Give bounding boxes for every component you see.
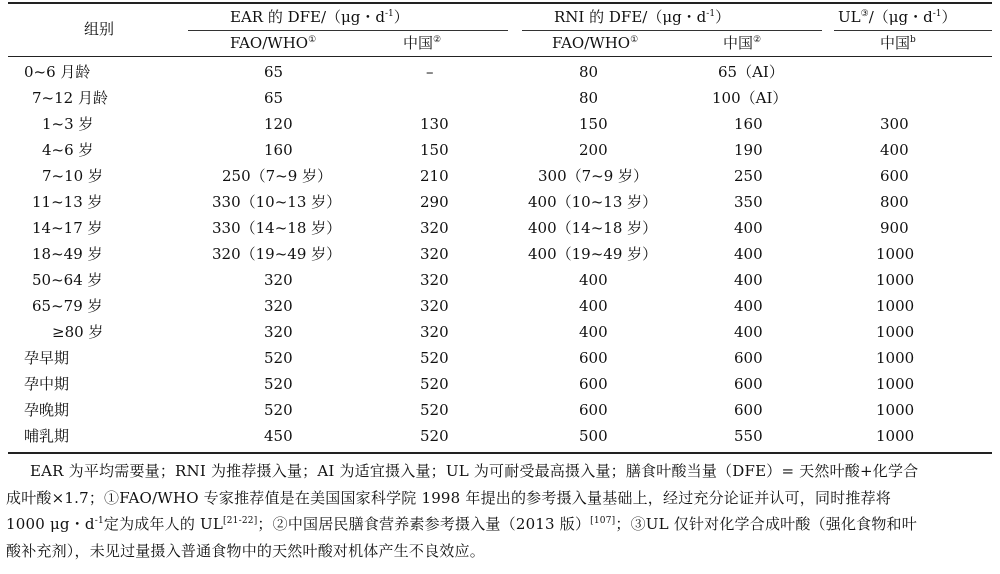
header-ear-prefix: EAR 的 DFE/（μg・d bbox=[230, 8, 386, 26]
header-ear-fao bbox=[230, 33, 316, 53]
footnote-line-2 bbox=[6, 485, 994, 512]
cell-ear-fao: 520 bbox=[264, 375, 293, 393]
cell-rni-china: 400 bbox=[734, 271, 763, 289]
cell-ul: 1000 bbox=[876, 323, 915, 341]
header-china-sup: ② bbox=[433, 35, 442, 45]
cell-ul: 1000 bbox=[876, 297, 915, 315]
cell-rni-fao: 400（14~18 岁） bbox=[528, 219, 658, 237]
cell-ul: 1000 bbox=[876, 349, 915, 367]
cell-ul: 1000 bbox=[876, 401, 915, 419]
header-rni-suffix: ） bbox=[715, 8, 731, 26]
cell-rni-fao: 600 bbox=[579, 401, 608, 419]
row-group: 1~3 岁 bbox=[42, 115, 94, 133]
cell-rni-china: 100（AI） bbox=[712, 89, 788, 107]
footnote-citation: [107] bbox=[590, 516, 616, 526]
row-group: 11~13 岁 bbox=[32, 193, 103, 211]
cell-rni-fao: 600 bbox=[579, 349, 608, 367]
cell-ear-china: 320 bbox=[420, 219, 449, 237]
cell-ear-fao: 520 bbox=[264, 349, 293, 367]
cell-rni-fao: 400 bbox=[579, 271, 608, 289]
ear-header-underline bbox=[188, 30, 508, 31]
cell-ul: 600 bbox=[880, 167, 909, 185]
cell-rni-china: 400 bbox=[734, 245, 763, 263]
header-ul-china bbox=[880, 33, 916, 53]
cell-ear-china: 320 bbox=[420, 271, 449, 289]
cell-rni-china: 400 bbox=[734, 219, 763, 237]
cell-ear-fao: 320 bbox=[264, 323, 293, 341]
footnote-line-1 bbox=[6, 458, 994, 485]
cell-ear-china: 130 bbox=[420, 115, 449, 133]
cell-rni-china: 350 bbox=[734, 193, 763, 211]
cell-ear-fao: 320（19~49 岁） bbox=[212, 245, 342, 263]
cell-ear-china: – bbox=[426, 63, 434, 81]
cell-ul: 300 bbox=[880, 115, 909, 133]
footnote-text: 定为成年人的 UL bbox=[103, 515, 224, 533]
row-group: 哺乳期 bbox=[24, 427, 70, 445]
header-bottom-rule bbox=[8, 56, 992, 57]
cell-rni-fao: 400 bbox=[579, 323, 608, 341]
header-ul-mid: /（μg・d bbox=[868, 8, 933, 26]
cell-rni-fao: 150 bbox=[579, 115, 608, 133]
cell-ear-china: 210 bbox=[420, 167, 449, 185]
footnote-line-4 bbox=[6, 538, 994, 565]
cell-ear-china: 320 bbox=[420, 297, 449, 315]
header-ul-sup2: -1 bbox=[932, 9, 942, 19]
cell-ear-fao: 320 bbox=[264, 271, 293, 289]
cell-ear-fao: 320 bbox=[264, 297, 293, 315]
cell-ear-fao: 65 bbox=[264, 63, 284, 81]
cell-ear-china: 520 bbox=[420, 375, 449, 393]
header-china-sup: ② bbox=[753, 35, 762, 45]
footnote-sup: -1 bbox=[94, 516, 104, 526]
header-ul-china-label: 中国 bbox=[880, 34, 911, 52]
cell-ul: 1000 bbox=[876, 427, 915, 445]
table-bottom-rule bbox=[8, 452, 992, 454]
header-fao-label: FAO/WHO bbox=[230, 34, 309, 52]
footnote-text: ；③UL 仅针对化学合成叶酸（强化食物和叶 bbox=[615, 515, 917, 533]
header-ear-sup: -1 bbox=[385, 9, 394, 19]
cell-ear-fao: 520 bbox=[264, 401, 293, 419]
cell-ear-china: 320 bbox=[420, 245, 449, 263]
cell-rni-china: 600 bbox=[734, 349, 763, 367]
cell-ear-china: 150 bbox=[420, 141, 449, 159]
row-group: 4~6 岁 bbox=[42, 141, 94, 159]
header-group: 组别 bbox=[84, 20, 115, 38]
row-group: 孕早期 bbox=[24, 349, 70, 367]
cell-rni-china: 400 bbox=[734, 297, 763, 315]
footnote-text: 成叶酸×1.7；①FAO/WHO 专家推荐值是在美国国家科学院 1998 年提出的参考摄入量基础上，经过充分论证并认可，同时推荐将 bbox=[6, 488, 891, 507]
rni-header-underline bbox=[522, 30, 822, 31]
table-top-rule bbox=[8, 2, 992, 4]
cell-ul: 1000 bbox=[876, 245, 915, 263]
cell-rni-fao: 80 bbox=[579, 63, 599, 81]
cell-ear-fao: 250（7~9 岁） bbox=[222, 167, 333, 185]
row-group: 孕中期 bbox=[24, 375, 70, 393]
header-fao-sup: ① bbox=[308, 35, 317, 45]
header-rni-fao bbox=[552, 33, 638, 53]
cell-ul: 800 bbox=[880, 193, 909, 211]
cell-ear-fao: 120 bbox=[264, 115, 293, 133]
cell-rni-fao: 600 bbox=[579, 375, 608, 393]
cell-ear-china: 520 bbox=[420, 401, 449, 419]
row-group: 18~49 岁 bbox=[32, 245, 103, 263]
header-rni bbox=[554, 7, 730, 27]
row-group: ≥80 岁 bbox=[52, 323, 104, 341]
cell-rni-china: 600 bbox=[734, 401, 763, 419]
row-group: 孕晚期 bbox=[24, 401, 70, 419]
cell-ear-china: 290 bbox=[420, 193, 449, 211]
ul-header-underline bbox=[834, 30, 992, 31]
header-rni-prefix: RNI 的 DFE/（μg・d bbox=[554, 8, 707, 26]
cell-ear-china: 320 bbox=[420, 323, 449, 341]
cell-ear-fao: 450 bbox=[264, 427, 293, 445]
cell-ear-china: 520 bbox=[420, 427, 449, 445]
row-group: 65~79 岁 bbox=[32, 297, 103, 315]
cell-rni-fao: 200 bbox=[579, 141, 608, 159]
footnote-line-3 bbox=[6, 511, 994, 538]
header-ul-china-sup: b bbox=[910, 35, 916, 45]
cell-rni-china: 400 bbox=[734, 323, 763, 341]
cell-ul: 1000 bbox=[876, 375, 915, 393]
cell-rni-fao: 500 bbox=[579, 427, 608, 445]
row-group: 50~64 岁 bbox=[32, 271, 103, 289]
cell-ear-fao: 65 bbox=[264, 89, 284, 107]
footnote-text: 1000 μg・d bbox=[6, 515, 95, 533]
cell-rni-fao: 80 bbox=[579, 89, 599, 107]
row-group: 7~12 月龄 bbox=[32, 89, 108, 107]
cell-rni-china: 160 bbox=[734, 115, 763, 133]
footnote-citation: [21-22] bbox=[223, 516, 258, 526]
header-fao-label: FAO/WHO bbox=[552, 34, 631, 52]
header-ul-suffix: ） bbox=[941, 8, 957, 26]
cell-ear-fao: 330（10~13 岁） bbox=[212, 193, 342, 211]
header-ear bbox=[230, 7, 409, 27]
header-china-label: 中国 bbox=[723, 34, 754, 52]
footnote-text: ；②中国居民膳食营养素参考摄入量（2013 版） bbox=[257, 515, 591, 533]
cell-ul: 1000 bbox=[876, 271, 915, 289]
cell-rni-fao: 400（19~49 岁） bbox=[528, 245, 658, 263]
cell-rni-fao: 300（7~9 岁） bbox=[538, 167, 649, 185]
table-footnotes bbox=[6, 458, 994, 564]
header-ul-prefix: UL bbox=[838, 8, 861, 26]
header-ul bbox=[838, 7, 957, 27]
header-china-label: 中国 bbox=[403, 34, 434, 52]
cell-rni-china: 550 bbox=[734, 427, 763, 445]
cell-ul: 400 bbox=[880, 141, 909, 159]
row-group: 14~17 岁 bbox=[32, 219, 103, 237]
cell-ear-fao: 160 bbox=[264, 141, 293, 159]
cell-ul: 900 bbox=[880, 219, 909, 237]
cell-ear-fao: 330（14~18 岁） bbox=[212, 219, 342, 237]
cell-rni-china: 250 bbox=[734, 167, 763, 185]
row-group: 7~10 岁 bbox=[42, 167, 103, 185]
footnote-text: EAR 为平均需要量；RNI 为推荐摄入量；AI 为适宜摄入量；UL 为可耐受最高摄入量；膳食叶酸当量（DFE）= 天然叶酸+化学合 bbox=[30, 462, 919, 480]
header-ear-suffix: ） bbox=[393, 8, 409, 26]
footnote-text: 酸补充剂），未见过量摄入普通食物中的天然叶酸对机体产生不良效应。 bbox=[6, 541, 485, 560]
header-fao-sup: ① bbox=[630, 35, 639, 45]
cell-rni-fao: 400 bbox=[579, 297, 608, 315]
cell-ear-china: 520 bbox=[420, 349, 449, 367]
header-ear-china bbox=[403, 33, 441, 53]
header-rni-china bbox=[723, 33, 761, 53]
row-group: 0~6 月龄 bbox=[24, 63, 91, 81]
cell-rni-china: 600 bbox=[734, 375, 763, 393]
cell-rni-china: 190 bbox=[734, 141, 763, 159]
cell-rni-fao: 400（10~13 岁） bbox=[528, 193, 658, 211]
cell-rni-china: 65（AI） bbox=[718, 63, 784, 81]
header-ul-sup1: ③ bbox=[860, 9, 869, 19]
header-rni-sup: -1 bbox=[706, 9, 716, 19]
